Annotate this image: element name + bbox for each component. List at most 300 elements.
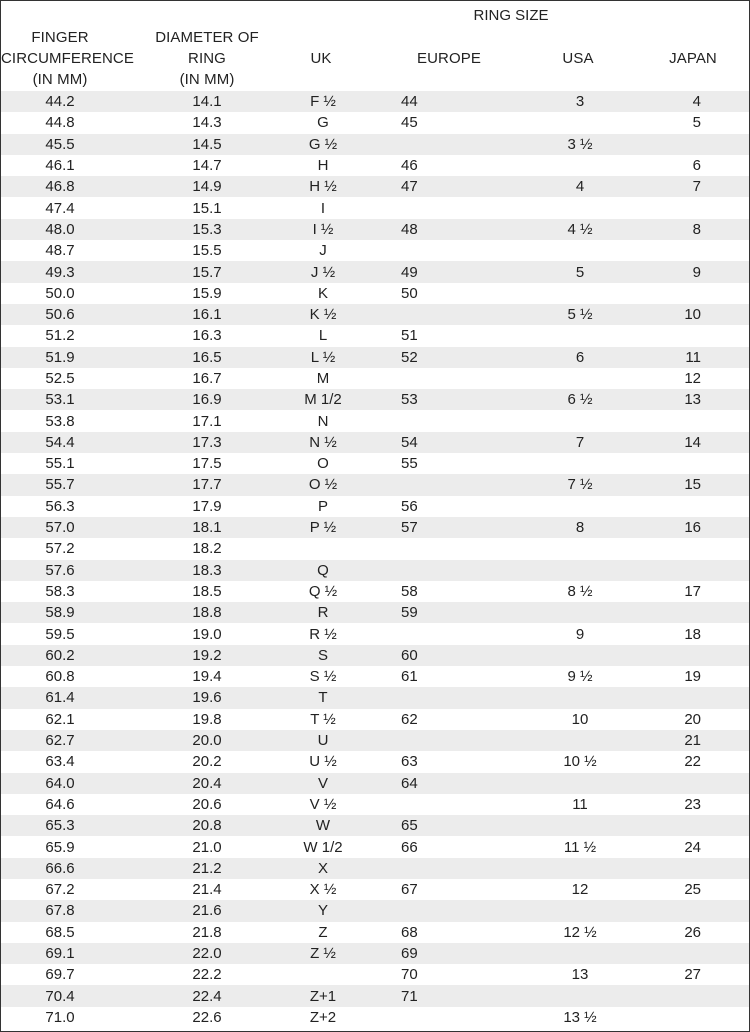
header-line: CIRCUMFERENCE bbox=[1, 50, 134, 67]
europe-size-cell: 61 bbox=[351, 666, 531, 687]
japan-size-cell: 18 bbox=[629, 623, 749, 644]
header-line: (IN MM) bbox=[32, 71, 88, 88]
table-row bbox=[1, 985, 749, 1006]
table-row bbox=[1, 474, 749, 495]
finger-circumference-cell: 57.0 bbox=[1, 517, 119, 538]
japan-size-cell: 20 bbox=[629, 709, 749, 730]
finger-circumference-cell: 62.7 bbox=[1, 730, 119, 751]
usa-size-cell bbox=[531, 496, 629, 517]
uk-header: UK bbox=[310, 50, 332, 67]
finger-circumference-cell: 64.0 bbox=[1, 773, 119, 794]
finger-circumference-cell: 60.8 bbox=[1, 666, 119, 687]
finger-circumference-cell: 46.8 bbox=[1, 176, 119, 197]
ring-diameter-cell: 14.3 bbox=[119, 112, 295, 133]
table-row bbox=[1, 794, 749, 815]
europe-size-cell bbox=[351, 134, 531, 155]
usa-size-cell bbox=[531, 773, 629, 794]
uk-size-cell: Y bbox=[295, 900, 351, 921]
ring-diameter-cell: 20.2 bbox=[119, 751, 295, 772]
table-row bbox=[1, 155, 749, 176]
finger-circumference-cell: 70.4 bbox=[1, 985, 119, 1006]
ring-diameter-cell: 14.7 bbox=[119, 155, 295, 176]
uk-size-cell: V ½ bbox=[295, 794, 351, 815]
uk-size-cell: P bbox=[295, 496, 351, 517]
usa-size-cell bbox=[531, 985, 629, 1006]
table-row bbox=[1, 283, 749, 304]
ring-diameter-cell: 19.0 bbox=[119, 623, 295, 644]
uk-size-cell: L ½ bbox=[295, 347, 351, 368]
uk-size-cell: F ½ bbox=[295, 91, 351, 112]
uk-size-cell: I bbox=[295, 197, 351, 218]
uk-size-cell bbox=[295, 964, 351, 985]
uk-size-cell: Z bbox=[295, 922, 351, 943]
ring-diameter-cell: 14.1 bbox=[119, 91, 295, 112]
usa-size-cell bbox=[531, 730, 629, 751]
japan-header: JAPAN bbox=[669, 50, 717, 67]
usa-size-cell: 6 bbox=[531, 347, 629, 368]
ring-diameter-cell: 22.2 bbox=[119, 964, 295, 985]
ring-diameter-cell: 14.5 bbox=[119, 134, 295, 155]
finger-circumference-cell: 50.0 bbox=[1, 283, 119, 304]
ring-diameter-cell: 17.1 bbox=[119, 410, 295, 431]
finger-circumference-cell: 67.2 bbox=[1, 879, 119, 900]
ring-diameter-cell: 15.5 bbox=[119, 240, 295, 261]
japan-size-cell: 23 bbox=[629, 794, 749, 815]
table-row bbox=[1, 922, 749, 943]
uk-size-cell: W bbox=[295, 815, 351, 836]
ring-diameter-cell: 16.1 bbox=[119, 304, 295, 325]
uk-size-cell: G bbox=[295, 112, 351, 133]
usa-size-cell bbox=[531, 410, 629, 431]
table-row bbox=[1, 325, 749, 346]
ring-diameter-cell: 18.3 bbox=[119, 560, 295, 581]
usa-size-cell bbox=[531, 155, 629, 176]
usa-size-cell bbox=[531, 325, 629, 346]
japan-size-cell: 7 bbox=[629, 176, 749, 197]
japan-size-cell: 11 bbox=[629, 347, 749, 368]
europe-size-cell bbox=[351, 900, 531, 921]
usa-size-cell: 4 bbox=[531, 176, 629, 197]
uk-size-cell: P ½ bbox=[295, 517, 351, 538]
uk-size-cell: N ½ bbox=[295, 432, 351, 453]
usa-size-cell bbox=[531, 197, 629, 218]
japan-size-cell: 19 bbox=[629, 666, 749, 687]
europe-size-cell: 69 bbox=[351, 943, 531, 964]
europe-size-cell: 67 bbox=[351, 879, 531, 900]
uk-size-cell: J bbox=[295, 240, 351, 261]
japan-size-cell: 24 bbox=[629, 836, 749, 857]
uk-size-cell: X ½ bbox=[295, 879, 351, 900]
europe-size-cell bbox=[351, 794, 531, 815]
japan-size-cell: 14 bbox=[629, 432, 749, 453]
europe-size-cell bbox=[351, 560, 531, 581]
uk-size-cell: S bbox=[295, 645, 351, 666]
usa-size-cell bbox=[531, 645, 629, 666]
usa-size-cell bbox=[531, 602, 629, 623]
japan-size-cell bbox=[629, 538, 749, 559]
japan-size-cell: 12 bbox=[629, 368, 749, 389]
ring-diameter-cell: 21.2 bbox=[119, 858, 295, 879]
usa-size-cell bbox=[531, 368, 629, 389]
europe-size-cell: 60 bbox=[351, 645, 531, 666]
ring-diameter-cell: 17.5 bbox=[119, 453, 295, 474]
europe-size-cell: 57 bbox=[351, 517, 531, 538]
usa-size-cell: 7 ½ bbox=[531, 474, 629, 495]
japan-size-cell: 21 bbox=[629, 730, 749, 751]
europe-size-cell bbox=[351, 240, 531, 261]
ring-size-table bbox=[1, 91, 749, 1028]
ring-diameter-cell: 16.3 bbox=[119, 325, 295, 346]
usa-size-cell: 10 bbox=[531, 709, 629, 730]
table-row bbox=[1, 304, 749, 325]
finger-circumference-cell: 44.2 bbox=[1, 91, 119, 112]
japan-size-cell bbox=[629, 240, 749, 261]
uk-size-cell: Z+2 bbox=[295, 1007, 351, 1028]
table-row bbox=[1, 240, 749, 261]
finger-circumference-cell: 57.6 bbox=[1, 560, 119, 581]
table-row bbox=[1, 368, 749, 389]
usa-size-cell bbox=[531, 943, 629, 964]
usa-size-cell: 13 bbox=[531, 964, 629, 985]
europe-size-cell bbox=[351, 1007, 531, 1028]
europe-size-cell: 51 bbox=[351, 325, 531, 346]
table-row bbox=[1, 91, 749, 112]
europe-size-cell: 66 bbox=[351, 836, 531, 857]
usa-size-cell: 3 bbox=[531, 91, 629, 112]
europe-size-cell: 64 bbox=[351, 773, 531, 794]
uk-size-cell: V bbox=[295, 773, 351, 794]
japan-size-cell: 16 bbox=[629, 517, 749, 538]
table-row bbox=[1, 496, 749, 517]
ring-diameter-cell: 19.8 bbox=[119, 709, 295, 730]
usa-size-cell bbox=[531, 112, 629, 133]
uk-size-cell: M 1/2 bbox=[295, 389, 351, 410]
header-line: (IN MM) bbox=[179, 71, 235, 88]
finger-circumference-cell: 58.3 bbox=[1, 581, 119, 602]
japan-size-cell bbox=[629, 134, 749, 155]
ring-diameter-cell: 19.2 bbox=[119, 645, 295, 666]
table-row bbox=[1, 943, 749, 964]
table-row bbox=[1, 453, 749, 474]
uk-size-cell: W 1/2 bbox=[295, 836, 351, 857]
usa-size-cell: 5 bbox=[531, 261, 629, 282]
japan-size-cell bbox=[629, 325, 749, 346]
japan-size-cell: 17 bbox=[629, 581, 749, 602]
europe-size-cell: 54 bbox=[351, 432, 531, 453]
europe-header: EUROPE bbox=[417, 50, 481, 67]
europe-size-cell: 46 bbox=[351, 155, 531, 176]
japan-size-cell: 13 bbox=[629, 389, 749, 410]
uk-size-cell: K ½ bbox=[295, 304, 351, 325]
table-row bbox=[1, 879, 749, 900]
europe-size-cell: 59 bbox=[351, 602, 531, 623]
table-header bbox=[1, 1, 749, 91]
europe-size-cell: 47 bbox=[351, 176, 531, 197]
usa-size-cell: 10 ½ bbox=[531, 751, 629, 772]
uk-size-cell: M bbox=[295, 368, 351, 389]
finger-circumference-cell: 51.9 bbox=[1, 347, 119, 368]
table-row bbox=[1, 645, 749, 666]
finger-circumference-cell: 60.2 bbox=[1, 645, 119, 666]
header-line: DIAMETER OF bbox=[155, 29, 259, 46]
japan-size-cell: 25 bbox=[629, 879, 749, 900]
uk-size-cell: I ½ bbox=[295, 219, 351, 240]
usa-size-cell: 11 bbox=[531, 794, 629, 815]
ring-diameter-cell: 16.9 bbox=[119, 389, 295, 410]
uk-size-cell: U ½ bbox=[295, 751, 351, 772]
table-row bbox=[1, 773, 749, 794]
finger-circumference-cell: 53.8 bbox=[1, 410, 119, 431]
usa-size-cell bbox=[531, 240, 629, 261]
table-row bbox=[1, 751, 749, 772]
usa-size-cell bbox=[531, 283, 629, 304]
finger-circumference-cell: 51.2 bbox=[1, 325, 119, 346]
europe-size-cell bbox=[351, 410, 531, 431]
table-row bbox=[1, 623, 749, 644]
table-row bbox=[1, 602, 749, 623]
ring-diameter-header bbox=[149, 27, 265, 90]
table-row bbox=[1, 389, 749, 410]
table-row bbox=[1, 709, 749, 730]
europe-size-cell: 48 bbox=[351, 219, 531, 240]
japan-size-cell bbox=[629, 410, 749, 431]
finger-circumference-cell: 48.7 bbox=[1, 240, 119, 261]
europe-size-cell bbox=[351, 538, 531, 559]
uk-size-cell: R bbox=[295, 602, 351, 623]
usa-size-cell: 9 ½ bbox=[531, 666, 629, 687]
table-row bbox=[1, 219, 749, 240]
uk-size-cell: T bbox=[295, 687, 351, 708]
usa-size-cell: 8 ½ bbox=[531, 581, 629, 602]
header-line: FINGER bbox=[31, 29, 89, 46]
usa-size-cell bbox=[531, 453, 629, 474]
finger-circumference-cell: 57.2 bbox=[1, 538, 119, 559]
finger-circumference-cell: 67.8 bbox=[1, 900, 119, 921]
table-row bbox=[1, 197, 749, 218]
europe-size-cell: 56 bbox=[351, 496, 531, 517]
table-row bbox=[1, 900, 749, 921]
finger-circumference-cell: 56.3 bbox=[1, 496, 119, 517]
japan-size-cell bbox=[629, 496, 749, 517]
table-row bbox=[1, 687, 749, 708]
uk-size-cell: U bbox=[295, 730, 351, 751]
europe-size-cell bbox=[351, 474, 531, 495]
uk-size-cell: T ½ bbox=[295, 709, 351, 730]
japan-size-cell: 15 bbox=[629, 474, 749, 495]
table-row bbox=[1, 666, 749, 687]
table-body bbox=[1, 91, 749, 1028]
usa-size-cell: 6 ½ bbox=[531, 389, 629, 410]
usa-size-cell bbox=[531, 538, 629, 559]
table-row bbox=[1, 964, 749, 985]
finger-circumference-cell: 53.1 bbox=[1, 389, 119, 410]
uk-size-cell: N bbox=[295, 410, 351, 431]
japan-size-cell: 26 bbox=[629, 922, 749, 943]
ring-diameter-cell: 15.1 bbox=[119, 197, 295, 218]
usa-size-cell: 12 bbox=[531, 879, 629, 900]
europe-size-cell: 58 bbox=[351, 581, 531, 602]
ring-diameter-cell: 18.5 bbox=[119, 581, 295, 602]
usa-size-cell: 12 ½ bbox=[531, 922, 629, 943]
japan-size-cell: 22 bbox=[629, 751, 749, 772]
japan-size-cell: 6 bbox=[629, 155, 749, 176]
table-row bbox=[1, 1007, 749, 1028]
finger-circumference-cell: 50.6 bbox=[1, 304, 119, 325]
finger-circumference-cell: 55.7 bbox=[1, 474, 119, 495]
uk-size-cell: R ½ bbox=[295, 623, 351, 644]
europe-size-cell: 71 bbox=[351, 985, 531, 1006]
japan-size-cell: 5 bbox=[629, 112, 749, 133]
uk-size-cell bbox=[295, 538, 351, 559]
ring-diameter-cell: 18.1 bbox=[119, 517, 295, 538]
table-row bbox=[1, 730, 749, 751]
finger-circumference-cell: 52.5 bbox=[1, 368, 119, 389]
uk-size-cell: X bbox=[295, 858, 351, 879]
finger-circumference-cell: 71.0 bbox=[1, 1007, 119, 1028]
ring-diameter-cell: 22.4 bbox=[119, 985, 295, 1006]
ring-diameter-cell: 15.3 bbox=[119, 219, 295, 240]
ring-diameter-cell: 17.3 bbox=[119, 432, 295, 453]
uk-size-cell: J ½ bbox=[295, 261, 351, 282]
europe-size-cell: 63 bbox=[351, 751, 531, 772]
europe-size-cell: 50 bbox=[351, 283, 531, 304]
europe-size-cell: 68 bbox=[351, 922, 531, 943]
uk-size-cell: H ½ bbox=[295, 176, 351, 197]
ring-diameter-cell: 19.4 bbox=[119, 666, 295, 687]
finger-circumference-cell: 47.4 bbox=[1, 197, 119, 218]
finger-circumference-cell: 49.3 bbox=[1, 261, 119, 282]
europe-size-cell bbox=[351, 730, 531, 751]
header-line: RING bbox=[188, 50, 226, 67]
table-row bbox=[1, 836, 749, 857]
usa-size-cell: 4 ½ bbox=[531, 219, 629, 240]
usa-size-cell bbox=[531, 560, 629, 581]
japan-size-cell bbox=[629, 197, 749, 218]
japan-size-cell bbox=[629, 602, 749, 623]
table-row bbox=[1, 261, 749, 282]
ring-size-group-header: RING SIZE bbox=[473, 7, 549, 24]
europe-size-cell: 53 bbox=[351, 389, 531, 410]
japan-size-cell bbox=[629, 453, 749, 474]
europe-size-cell: 49 bbox=[351, 261, 531, 282]
usa-size-cell bbox=[531, 815, 629, 836]
europe-size-cell: 70 bbox=[351, 964, 531, 985]
usa-size-cell bbox=[531, 687, 629, 708]
japan-size-cell: 4 bbox=[629, 91, 749, 112]
ring-diameter-cell: 14.9 bbox=[119, 176, 295, 197]
europe-size-cell: 62 bbox=[351, 709, 531, 730]
japan-size-cell bbox=[629, 815, 749, 836]
europe-size-cell: 52 bbox=[351, 347, 531, 368]
ring-diameter-cell: 17.7 bbox=[119, 474, 295, 495]
table-row bbox=[1, 432, 749, 453]
ring-diameter-cell: 19.6 bbox=[119, 687, 295, 708]
finger-circumference-cell: 58.9 bbox=[1, 602, 119, 623]
japan-size-cell bbox=[629, 900, 749, 921]
ring-diameter-cell: 21.6 bbox=[119, 900, 295, 921]
europe-size-cell bbox=[351, 623, 531, 644]
ring-diameter-cell: 20.8 bbox=[119, 815, 295, 836]
ring-diameter-cell: 18.2 bbox=[119, 538, 295, 559]
uk-size-cell: L bbox=[295, 325, 351, 346]
table-row bbox=[1, 347, 749, 368]
table-row bbox=[1, 815, 749, 836]
europe-size-cell: 45 bbox=[351, 112, 531, 133]
ring-diameter-cell: 21.8 bbox=[119, 922, 295, 943]
usa-size-cell: 7 bbox=[531, 432, 629, 453]
table-row bbox=[1, 517, 749, 538]
finger-circumference-cell: 65.3 bbox=[1, 815, 119, 836]
table-row bbox=[1, 134, 749, 155]
uk-size-cell: O ½ bbox=[295, 474, 351, 495]
ring-diameter-cell: 22.0 bbox=[119, 943, 295, 964]
usa-size-cell: 13 ½ bbox=[531, 1007, 629, 1028]
europe-size-cell: 55 bbox=[351, 453, 531, 474]
finger-circumference-cell: 54.4 bbox=[1, 432, 119, 453]
japan-size-cell bbox=[629, 560, 749, 581]
finger-circumference-cell: 63.4 bbox=[1, 751, 119, 772]
finger-circumference-cell: 44.8 bbox=[1, 112, 119, 133]
finger-circumference-cell: 69.7 bbox=[1, 964, 119, 985]
finger-circumference-cell: 59.5 bbox=[1, 623, 119, 644]
europe-size-cell bbox=[351, 687, 531, 708]
ring-diameter-cell: 16.7 bbox=[119, 368, 295, 389]
japan-size-cell bbox=[629, 1007, 749, 1028]
japan-size-cell: 8 bbox=[629, 219, 749, 240]
europe-size-cell: 44 bbox=[351, 91, 531, 112]
ring-diameter-cell: 17.9 bbox=[119, 496, 295, 517]
japan-size-cell bbox=[629, 858, 749, 879]
ring-diameter-cell: 15.9 bbox=[119, 283, 295, 304]
ring-diameter-cell: 20.0 bbox=[119, 730, 295, 751]
ring-diameter-cell: 22.6 bbox=[119, 1007, 295, 1028]
finger-circumference-cell: 65.9 bbox=[1, 836, 119, 857]
uk-size-cell: S ½ bbox=[295, 666, 351, 687]
table-row bbox=[1, 112, 749, 133]
usa-size-cell bbox=[531, 858, 629, 879]
europe-size-cell bbox=[351, 858, 531, 879]
usa-size-cell: 3 ½ bbox=[531, 134, 629, 155]
table-row bbox=[1, 538, 749, 559]
europe-size-cell: 65 bbox=[351, 815, 531, 836]
japan-size-cell: 9 bbox=[629, 261, 749, 282]
ring-diameter-cell: 21.4 bbox=[119, 879, 295, 900]
japan-size-cell: 27 bbox=[629, 964, 749, 985]
table-row bbox=[1, 176, 749, 197]
japan-size-cell bbox=[629, 773, 749, 794]
finger-circumference-cell: 64.6 bbox=[1, 794, 119, 815]
uk-size-cell: K bbox=[295, 283, 351, 304]
table-row bbox=[1, 858, 749, 879]
ring-diameter-cell: 20.4 bbox=[119, 773, 295, 794]
finger-circumference-cell: 45.5 bbox=[1, 134, 119, 155]
usa-size-cell: 11 ½ bbox=[531, 836, 629, 857]
finger-circumference-cell: 62.1 bbox=[1, 709, 119, 730]
finger-circumference-cell: 55.1 bbox=[1, 453, 119, 474]
ring-diameter-cell: 15.7 bbox=[119, 261, 295, 282]
finger-circumference-header bbox=[1, 27, 134, 90]
finger-circumference-cell: 46.1 bbox=[1, 155, 119, 176]
europe-size-cell bbox=[351, 197, 531, 218]
japan-size-cell bbox=[629, 645, 749, 666]
uk-size-cell: Q bbox=[295, 560, 351, 581]
table-row bbox=[1, 410, 749, 431]
usa-header: USA bbox=[562, 50, 594, 67]
uk-size-cell: Q ½ bbox=[295, 581, 351, 602]
uk-size-cell: Z+1 bbox=[295, 985, 351, 1006]
uk-size-cell: O bbox=[295, 453, 351, 474]
ring-diameter-cell: 20.6 bbox=[119, 794, 295, 815]
